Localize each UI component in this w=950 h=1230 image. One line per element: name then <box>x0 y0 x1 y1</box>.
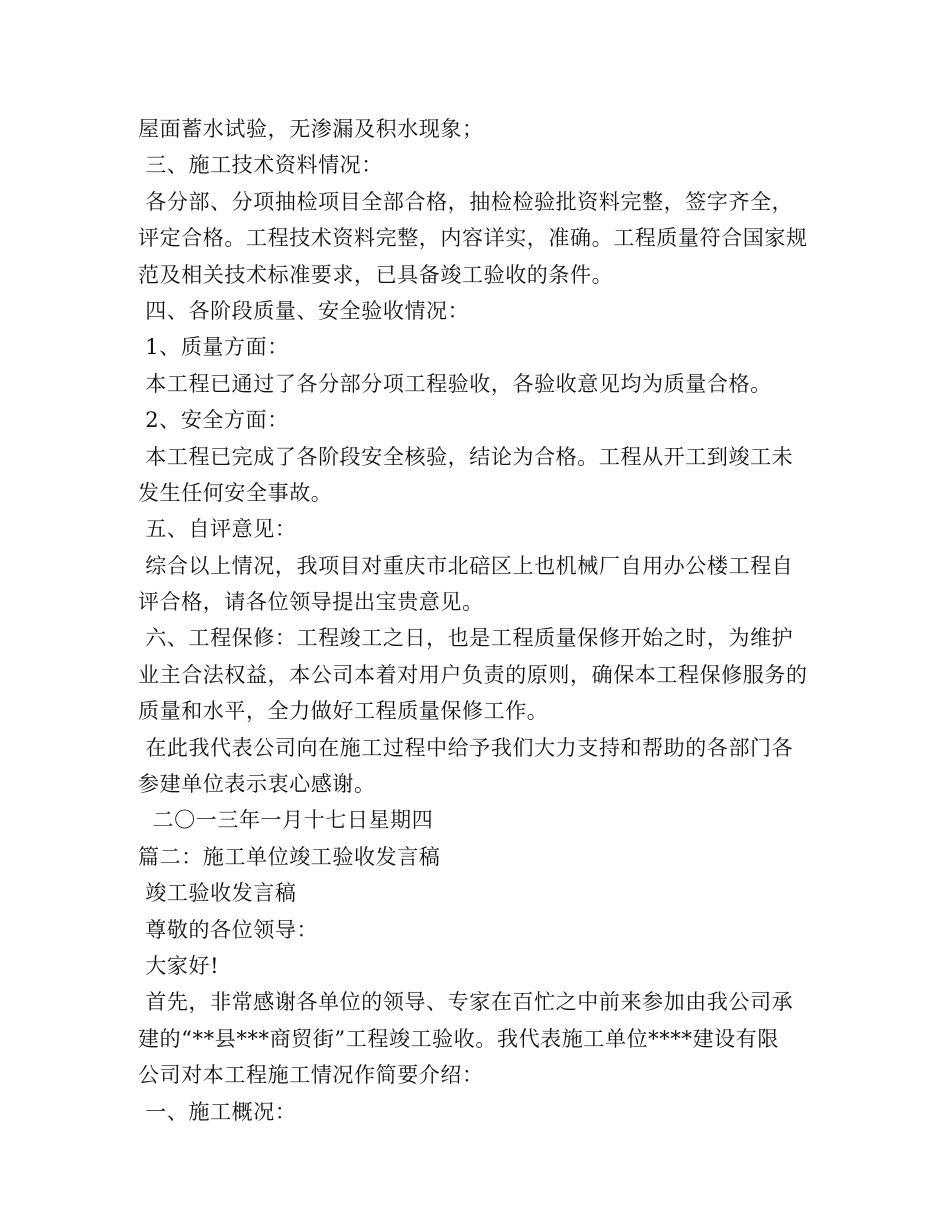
text-line: 在此我代表公司向在施工过程中给予我们大力支持和帮助的各部门各 <box>138 735 794 760</box>
text-line: 业主合法权益，本公司本着对用户负责的原则，确保本工程保修服务的 <box>138 662 808 687</box>
section-heading: 四、各阶段质量、安全验收情况： <box>138 298 470 323</box>
section-heading: 一、施工概况： <box>138 1099 297 1124</box>
speech-title: 竣工验收发言稿 <box>138 881 297 906</box>
document-body <box>138 111 818 1130</box>
text-line: 屋面蓄水试验，无渗漏及积水现象； <box>138 117 484 141</box>
chapter-title: 篇二：施工单位竣工验收发言稿 <box>138 844 441 869</box>
text-line: 发生任何安全事故。 <box>138 480 333 505</box>
text-line: 质量和水平，全力做好工程质量保修工作。 <box>138 699 549 724</box>
text-line: 首先，非常感谢各单位的领导、专家在百忙之中前来参加由我公司承 <box>138 990 794 1015</box>
text-line: 公司对本工程施工情况作简要介绍： <box>138 1063 484 1088</box>
section-heading: 五、自评意见： <box>138 517 297 542</box>
text-line: 本工程已通过了各分部分项工程验收，各验收意见均为质量合格。 <box>138 371 772 396</box>
text-line: 评合格，请各位领导提出宝贵意见。 <box>138 590 484 615</box>
text-line: 参建单位表示衷心感谢。 <box>138 772 376 797</box>
text-line: 范及相关技术标准要求，已具备竣工验收的条件。 <box>138 262 614 287</box>
date-line: 二〇一三年一月十七日星期四 <box>138 808 434 833</box>
section-heading: 三、施工技术资料情况： <box>138 153 383 178</box>
greeting: 大家好! <box>138 953 220 978</box>
text-line: 各分部、分项抽检项目全部合格，抽检检验批资料完整，签字齐全， <box>138 189 794 214</box>
subsection-heading: 1、质量方面： <box>138 335 289 360</box>
section-heading: 六、工程保修：工程竣工之日，也是工程质量保修开始之时，为维护 <box>138 626 794 651</box>
text-line: 建的“**县***商贸街”工程竣工验收。我代表施工单位****建设有限 <box>138 1026 779 1051</box>
subsection-heading: 2、安全方面： <box>138 408 289 433</box>
text-line: 本工程已完成了各阶段安全核验，结论为合格。工程从开工到竣工未 <box>138 444 794 469</box>
salutation: 尊敬的各位领导： <box>138 917 319 942</box>
text-line: 综合以上情况，我项目对重庆市北碚区上也机械厂自用办公楼工程自 <box>138 553 794 578</box>
text-line: 评定合格。工程技术资料完整，内容详实，准确。工程质量符合国家规 <box>138 226 808 251</box>
